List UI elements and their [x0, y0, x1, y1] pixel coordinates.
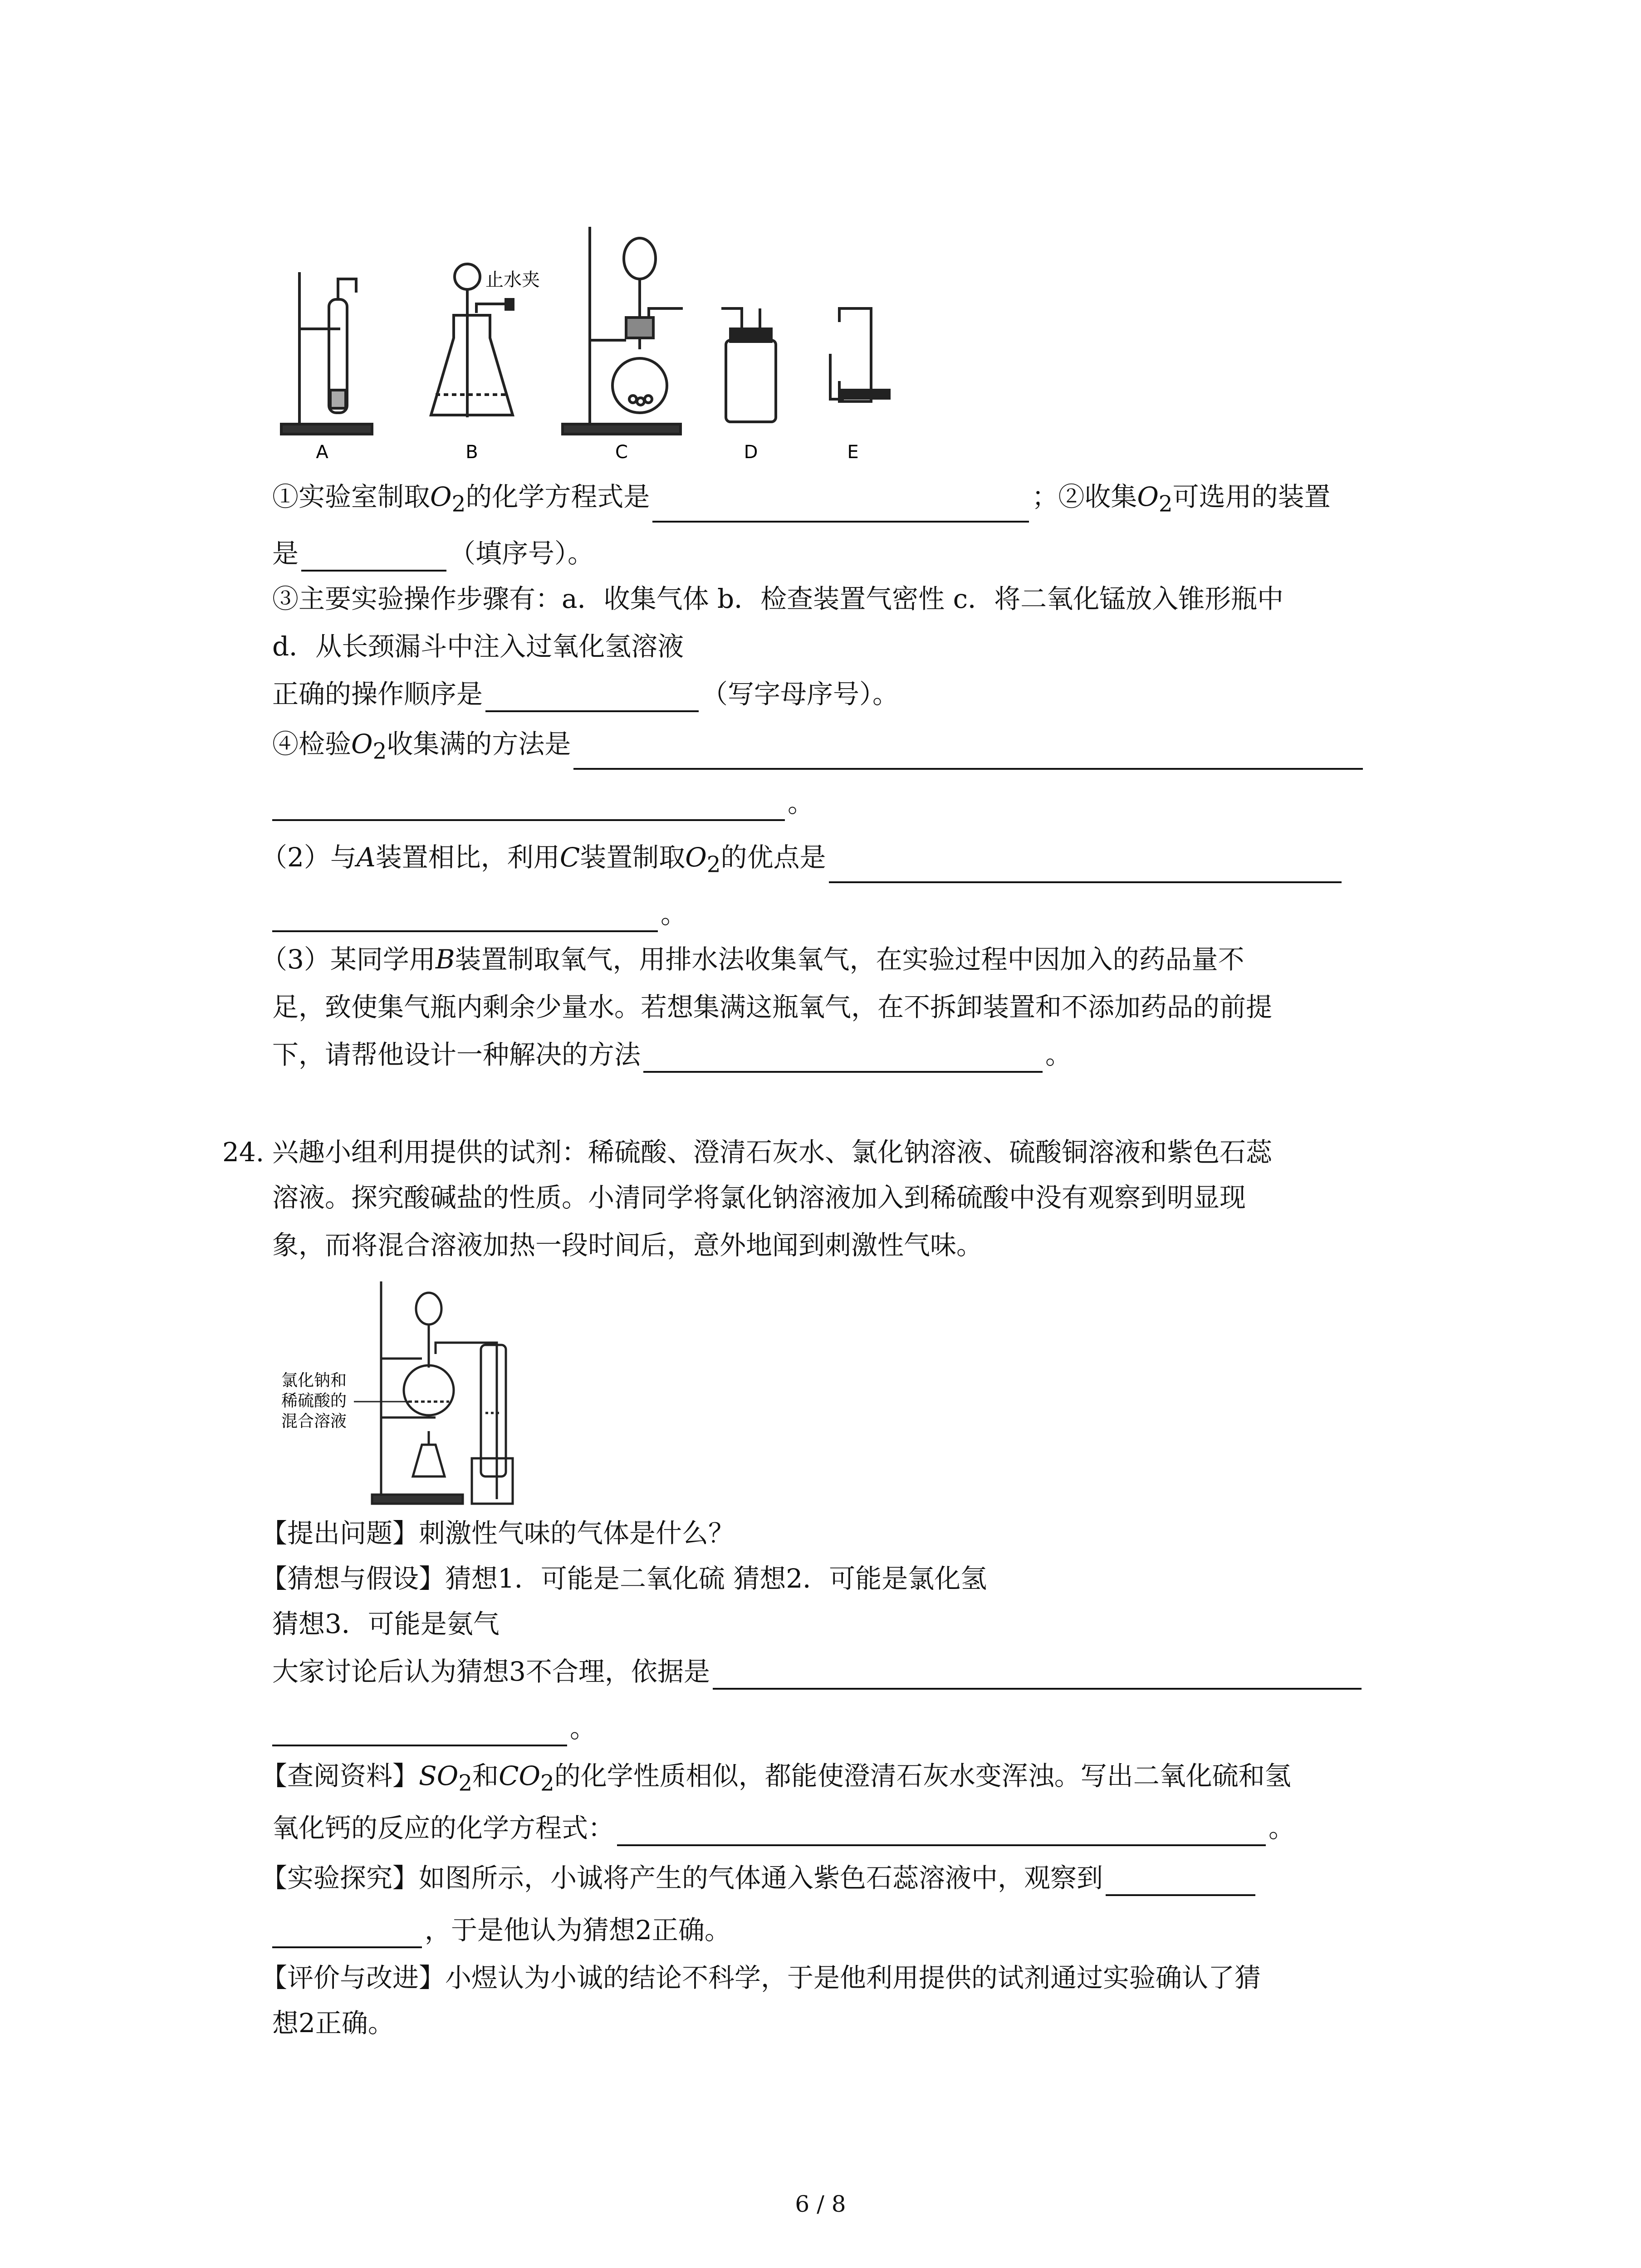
- answer-blank[interactable]: [272, 902, 658, 932]
- heating-apparatus-figure: [272, 1277, 590, 1513]
- q24-hypothesis-3: 猜想3．可能是氨气: [272, 1608, 500, 1639]
- q24-discussion-end: 。: [272, 1710, 596, 1746]
- q24-experiment-end: ，于是他认为猜想2正确。: [272, 1912, 731, 1948]
- q23-line-8: （2）与A装置相比，利用C装置制取$O_2$的优点是: [261, 839, 1344, 883]
- q24-line-1: 兴趣小组利用提供的试剂：稀硫酸、澄清石灰水、氯化钠溶液、硫酸铜溶液和紫色石蕊: [272, 1137, 1273, 1168]
- q24-number: 24.: [222, 1137, 265, 1168]
- answer-blank[interactable]: [272, 1716, 567, 1746]
- answer-blank[interactable]: [829, 853, 1342, 883]
- figure-label-e: E: [847, 442, 859, 463]
- answer-blank[interactable]: [272, 791, 785, 821]
- q23-line-10: （3）某同学用B装置制取氧气，用排水法收集氧气，在实验过程中因加入的药品量不: [261, 944, 1244, 975]
- q24-equation: 氧化钙的反应的化学方程式： 。: [272, 1810, 1295, 1846]
- page-number: 6 / 8: [795, 2191, 846, 2217]
- q24-line-2: 溶液。探究酸碱盐的性质。小清同学将氯化钠溶液加入到稀硫酸中没有观察到明显现: [272, 1182, 1246, 1213]
- answer-blank[interactable]: [272, 1918, 422, 1948]
- q24-question: 【提出问题】刺激性气味的气体是什么？: [261, 1518, 735, 1549]
- mixture-label-line-1: 氯化钠和: [281, 1371, 347, 1390]
- q23-line-1: ①实验室制取$O_2$的化学方程式是 ；②收集$O_2$可选用的装置: [272, 479, 1331, 523]
- answer-blank[interactable]: [1106, 1866, 1255, 1896]
- figure-label-b: B: [465, 442, 478, 463]
- q23-line-2: 是 （填序号）。: [272, 535, 594, 572]
- q23-line-9: 。: [272, 896, 687, 932]
- answer-blank[interactable]: [617, 1816, 1266, 1846]
- q23-line-12: 下，请帮他设计一种解决的方法 。: [272, 1036, 1072, 1073]
- answer-blank[interactable]: [713, 1660, 1362, 1690]
- q23-line-11: 足，致使集气瓶内剩余少量水。若想集满这瓶氧气，在不拆卸装置和不添加药品的前提: [272, 992, 1273, 1022]
- clamp-label: 止水夹: [485, 269, 540, 290]
- q23-line-3: ③主要实验操作步骤有：a．收集气体 b．检查装置气密性 c．将二氧化锰放入锥形瓶中: [272, 583, 1284, 614]
- q24-discussion: 大家讨论后认为猜想3不合理，依据是: [272, 1653, 1364, 1690]
- q23-line-7: 。: [272, 785, 814, 821]
- answer-blank[interactable]: [485, 682, 699, 712]
- apparatus-figure-a-e: [272, 218, 907, 472]
- figure-label-c: C: [615, 442, 628, 463]
- answer-blank[interactable]: [643, 1043, 1043, 1073]
- q24-line-3: 象，而将混合溶液加热一段时间后，意外地闻到刺激性气味。: [272, 1230, 983, 1261]
- answer-blank[interactable]: [573, 740, 1363, 770]
- mixture-label-line-2: 稀硫酸的: [281, 1392, 347, 1410]
- figure-label-a: A: [316, 442, 328, 463]
- q24-experiment: 【实验探究】如图所示，小诚将产生的气体通入紫色石蕊溶液中，观察到: [261, 1860, 1258, 1896]
- q23-line-4: d．从长颈漏斗中注入过氧化氢溶液: [272, 631, 684, 662]
- q24-evaluation-end: 想2正确。: [272, 2008, 394, 2038]
- figure-label-d: D: [744, 442, 758, 463]
- q24-evaluation: 【评价与改进】小煜认为小诚的结论不科学，于是他利用提供的试剂通过实验确认了猜: [261, 1962, 1261, 1993]
- answer-blank[interactable]: [301, 542, 446, 572]
- q23-line-5: 正确的操作顺序是 （写字母序号）。: [272, 676, 899, 712]
- q23-line-6: ④检验$O_2$收集满的方法是: [272, 726, 1366, 770]
- mixture-label-line-3: 混合溶液: [281, 1412, 347, 1431]
- answer-blank[interactable]: [652, 493, 1029, 523]
- q24-hypothesis-1: 【猜想与假设】猜想1．可能是二氧化硫 猜想2．可能是氯化氢: [261, 1563, 987, 1594]
- q24-reference: 【查阅资料】$SO_2$和$CO_2$的化学性质相似，都能使澄清石灰水变浑浊。写出二氧化硫和氢: [261, 1760, 1291, 1796]
